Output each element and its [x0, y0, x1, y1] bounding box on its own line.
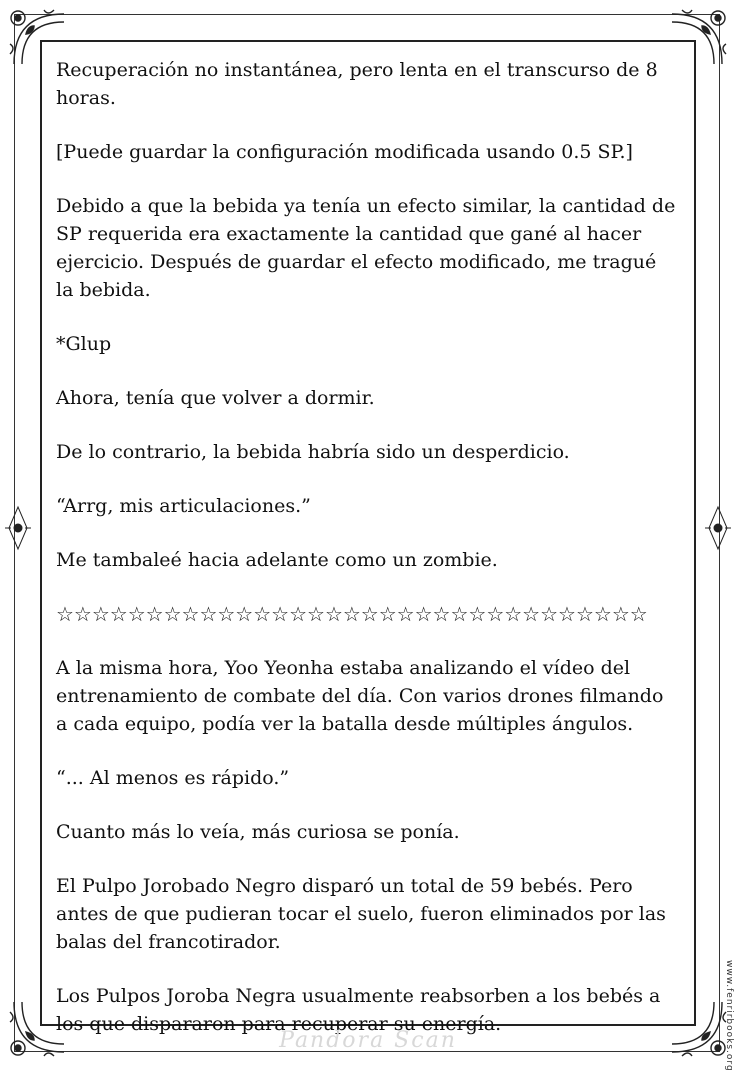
- paragraph: Cuanto más lo veía, más curiosa se ponía.: [56, 821, 460, 843]
- paragraph: Los Pulpos Joroba Negra usualmente reabsorben a los bebés a los que dispararon para recuperar su energía.: [56, 985, 661, 1035]
- paragraph: *Glup: [56, 333, 112, 355]
- paragraph: El Pulpo Jorobado Negro disparó un total de 59 bebés. Pero antes de que pudieran tocar el suelo, fueron eliminados por las balas del francotirador.: [56, 875, 666, 953]
- paragraph: “... Al menos es rápido.”: [56, 767, 290, 789]
- paragraph: De lo contrario, la bebida habría sido un desperdicio.: [56, 441, 570, 463]
- side-ornament-icon: [703, 505, 733, 551]
- paragraph: Debido a que la bebida ya tenía un efecto similar, la cantidad de SP requerida era exactamente la cantidad que gané al hacer ejercicio. Después de guardar el efecto modificado, me tragué la bebida.: [56, 195, 676, 301]
- page-text: [56, 56, 676, 1064]
- paragraph: A la misma hora, Yoo Yeonha estaba analizando el vídeo del entrenamiento de combate del día. Con varios drones filmando a cada equipo, podía ver la batalla desde múltiples ángulos.: [56, 657, 664, 735]
- paragraph: “Arrg, mis articulaciones.”: [56, 495, 311, 517]
- paragraph: Ahora, tenía que volver a dormir.: [56, 387, 375, 409]
- scene-divider: ☆☆☆☆☆☆☆☆☆☆☆☆☆☆☆☆☆☆☆☆☆☆☆☆☆☆☆☆☆☆☆☆☆: [56, 602, 648, 626]
- paragraph: Me tambaleé hacia adelante como un zombie.: [56, 549, 498, 571]
- side-url-text: www.fenrirbooks.org: [724, 960, 734, 1072]
- paragraph: Recuperación no instantánea, pero lenta en el transcurso de 8 horas.: [56, 59, 658, 109]
- paragraph: [Puede guardar la configuración modificada usando 0.5 SP.]: [56, 141, 633, 163]
- side-ornament-icon: [3, 505, 33, 551]
- watermark: Pandora Scan: [279, 1028, 457, 1053]
